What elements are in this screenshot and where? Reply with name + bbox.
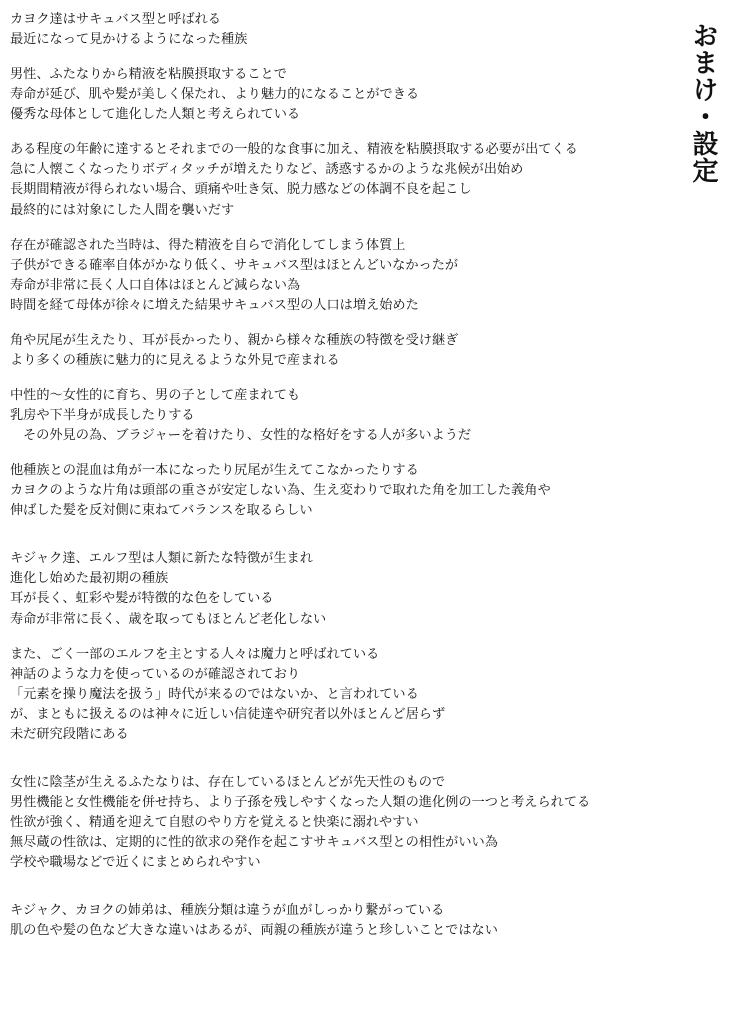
text-line: 最近になって見かけるようになった種族: [10, 32, 248, 48]
text-line: キジャク達、エルフ型は人類に新たな特徴が生まれ: [10, 551, 313, 567]
text-line: 伸ばした髪を反対側に束ねてバランスを取るらしい: [10, 503, 313, 519]
text-line: 時間を経て母体が徐々に増えた結果サキュバス型の人口は増え始めた: [10, 297, 419, 313]
text-line: 未だ研究段階にある: [10, 726, 129, 742]
text-line: 神話のような力を使っているのが確認されており: [10, 666, 301, 682]
text-line: 急に人懐こくなったりボディタッチが増えたりなど、誘惑するかのような兆候が出始め: [10, 162, 524, 178]
text-line: 学校や職場などで近くにまとめられやすい: [10, 855, 261, 871]
text-line: 中性的〜女性的に育ち、男の子として産まれても: [10, 387, 301, 403]
text-line: より多くの種族に魅力的に見えるような外見で産まれる: [10, 352, 340, 368]
paragraph-11: [10, 901, 650, 941]
text-line: 耳が長く、虹彩や髪が特徴的な色をしている: [10, 591, 274, 607]
paragraph-4: [10, 236, 650, 316]
text-line: 肌の色や髪の色など大きな違いはあるが、両親の種族が違うと珍しいことではない: [10, 923, 498, 939]
text-line: 性欲が強く、精通を迎えて自慰のやり方を覚えると快楽に溺れやすい: [10, 815, 419, 830]
text-line: 女性に陰茎が生えるふたなりは、存在しているほとんどが先天性のもので: [10, 774, 446, 790]
paragraph-6: [10, 386, 650, 446]
text-line: また、ごく一部のエルフを主とする人々は魔力と呼ばれている: [10, 646, 380, 662]
text-line: カヨク達はサキュバス型と呼ばれる: [10, 12, 221, 27]
text-line: キジャク、カヨクの姉弟は、種族分類は違うが血がしっかり繋がっている: [10, 903, 445, 919]
text-line: 「元素を操り魔法を扱う」時代が来るのではないか、と言われている: [10, 686, 419, 702]
text-line: ある程度の年齢に達するとそれまでの一般的な食事に加え、精液を粘膜摂取する必要が出てくる: [10, 142, 578, 158]
paragraph-1: [10, 10, 650, 50]
paragraph-8: [10, 549, 650, 629]
page-title: おまけ・設定: [688, 22, 718, 184]
text-line: 男性、ふたなりから精液を粘膜摂取することで: [10, 67, 287, 83]
text-line: 進化し始めた最初期の種族: [10, 571, 169, 587]
text-line: 角や尻尾が生えたり、耳が長かったり、親から様々な種族の特徴を受け継ぎ: [10, 332, 459, 348]
paragraph-9: [10, 645, 650, 745]
text-line: 無尽蔵の性欲は、定期的に性的欲求の発作を起こすサキュバス型との相性がいい為: [10, 835, 498, 851]
paragraph-10: [10, 773, 650, 873]
paragraph-5: [10, 331, 650, 371]
text-line: その外見の為、ブラジャーを着けたり、女性的な格好をする人が多いようだ: [23, 428, 472, 444]
text-line: 優秀な母体として進化した人類と考えられている: [10, 107, 301, 123]
text-line: 最終的には対象にした人間を襲いだす: [10, 202, 235, 218]
text-line: 寿命が延び、肌や髪が美しく保たれ、より魅力的になることができる: [10, 87, 420, 103]
paragraph-2: [10, 65, 650, 125]
document-body: [10, 10, 650, 956]
text-line: 長期間精液が得られない場合、頭痛や吐き気、脱力感などの体調不良を起こし: [10, 182, 472, 198]
text-line: 他種族との混血は角が一本になったり尻尾が生えてこなかったりする: [10, 463, 419, 479]
text-line: カヨクのような片角は頭部の重さが安定しない為、生え変わりで取れた角を加工した義角や: [10, 483, 551, 499]
text-line: 寿命が非常に長く人口自体はほとんど減らない為: [10, 277, 301, 293]
paragraph-7: [10, 461, 650, 521]
text-line: が、まともに扱えるのは神々に近しい信徒達や研究者以外ほとんど居らず: [10, 706, 446, 722]
text-line: 寿命が非常に長く、歳を取ってもほとんど老化しない: [10, 611, 327, 627]
text-line: 男性機能と女性機能を併せ持ち、より子孫を残しやすくなった人類の進化例の一つと考えられてる: [10, 794, 591, 810]
paragraph-3: [10, 140, 650, 220]
text-line: 子供ができる確率自体がかなり低く、サキュバス型はほとんどいなかったが: [10, 257, 459, 273]
text-line: 乳房や下半身が成長したりする: [10, 408, 195, 423]
text-line: 存在が確認された当時は、得た精液を自らで消化してしまう体質上: [10, 237, 406, 253]
